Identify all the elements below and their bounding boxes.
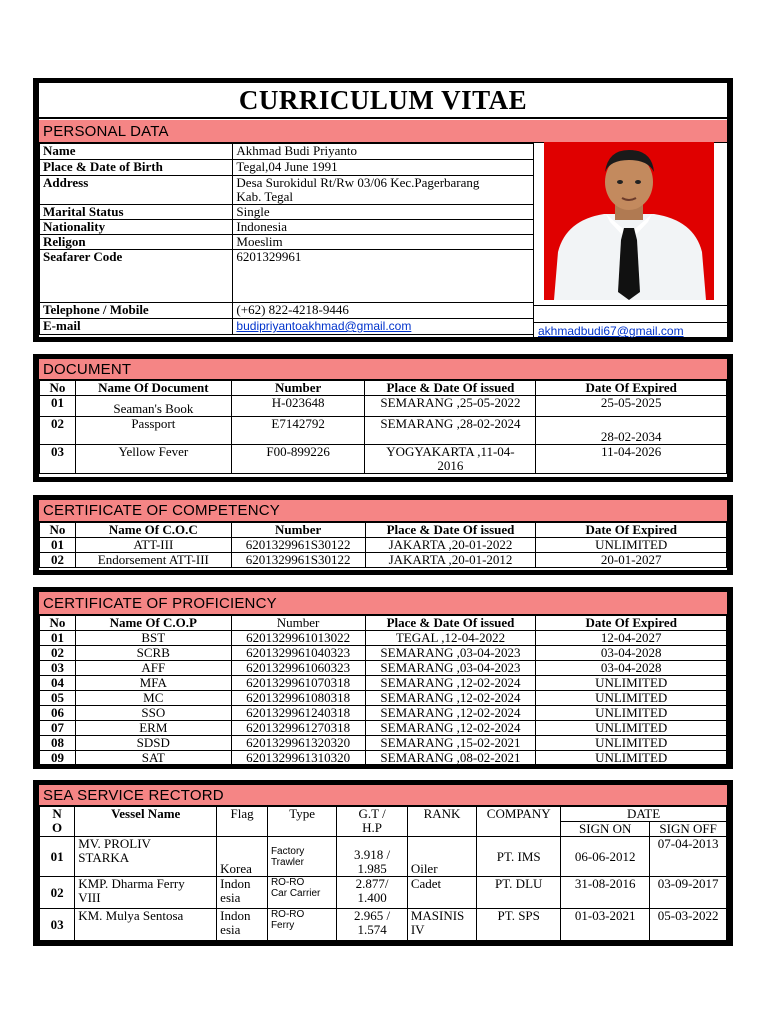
cell-name: SDSD [75,736,231,751]
col-header: Name Of C.O.C [75,523,231,538]
place-line-2: 2016 [437,458,464,473]
cell-vessel [75,837,217,877]
cop-table [39,615,727,766]
personal-data-header: PERSONAL DATA [39,120,727,143]
cell-place: SEMARANG ,15-02-2021 [365,736,536,751]
personal-row [40,220,534,235]
vessel-line-1: KM. Mulya Sentosa [78,908,184,923]
field-value [233,319,534,335]
cell-sign-off [650,909,727,941]
flag-line-1: Indon [220,876,251,891]
cell-name: ATT-III [75,538,231,553]
flag-line-1: Indon [220,908,251,923]
cell-place: SEMARANG ,12-02-2024 [365,721,536,736]
photo-side-row [533,306,727,323]
cell-name: AFF [75,661,231,676]
table-row [40,676,727,691]
cell-place: SEMARANG ,03-04-2023 [365,646,536,661]
company-text: PT. IMS [496,848,541,864]
cell-flag [217,909,268,941]
table-row [40,417,727,445]
cell-place: JAKARTA ,20-01-2012 [365,553,536,568]
cell-number: 6201329961070318 [231,676,365,691]
address-line-2: Kab. Tegal [236,189,294,204]
col-header: Date Of Expired [536,523,727,538]
cell-rank [407,877,476,909]
col-header-no-line1: N [52,806,62,821]
cell-no-text: 03 [50,916,64,932]
cell-no: 09 [40,751,76,766]
cell-expired: 20-01-2027 [536,553,727,568]
rank-line-2: Oiler [410,861,438,876]
coc-table [39,522,727,568]
cell-place: SEMARANG ,12-02-2024 [365,676,536,691]
cell-place: SEMARANG ,25-05-2022 [365,396,536,417]
cell-vessel [75,877,217,909]
page-title: CURRICULUM VITAE [39,83,727,119]
personal-row [40,176,534,205]
col-header: Number [231,381,365,396]
gt-line-1: 3.918 / [354,847,391,862]
col-header-sign-on: SIGN ON [561,822,650,837]
col-header-rank: RANK [407,807,476,837]
table-row [40,706,727,721]
cell-no: 02 [40,417,76,445]
email-secondary-cell [533,323,727,339]
company-text: PT. SPS [497,908,540,923]
field-value: Single [233,205,534,220]
cell-expired: UNLIMITED [536,691,727,706]
col-header-gt [337,807,407,837]
table-row [40,396,727,417]
type-line-2: Ferry [270,920,295,931]
profile-photo [544,142,714,300]
cell-name: Yellow Fever [75,445,231,474]
cell-place: JAKARTA ,20-01-2022 [365,538,536,553]
cell-no: 01 [40,396,76,417]
cell-name: MC [75,691,231,706]
col-header: Name Of Document [75,381,231,396]
cell-number: 6201329961060323 [231,661,365,676]
flag-line-2: Korea [220,861,252,876]
personal-row [40,144,534,160]
rank-line-1: Cadet [410,876,442,891]
cell-no: 03 [40,445,76,474]
table-header-row [40,523,727,538]
place-line-1: YOGYAKARTA ,11-04- [386,444,515,459]
cell-name: Endorsement ATT-III [75,553,231,568]
cell-no [40,837,75,877]
gt-line-2: 1.985 [357,861,387,876]
cell-expired: UNLIMITED [536,538,727,553]
table-row [40,538,727,553]
table-row [40,691,727,706]
cell-no: 07 [40,721,76,736]
field-label: Name [40,144,233,160]
cop-rows [40,631,727,766]
col-header: Name Of C.O.P [75,616,231,631]
cell-no: 02 [40,646,76,661]
cell-no: 01 [40,538,76,553]
cell-number: 6201329961270318 [231,721,365,736]
cell-number: 6201329961240318 [231,706,365,721]
cell-expired: UNLIMITED [536,706,727,721]
cell-expired: 25-05-2025 [536,396,727,417]
cell-no: 02 [40,553,76,568]
table-row [40,751,727,766]
cell-type [267,909,336,941]
cell-rank [407,909,476,941]
gt-line-1: 2.965 / [354,908,391,923]
cell-expired: 28-02-2034 [536,417,727,445]
cell-no: 01 [40,631,76,646]
col-header-company: COMPANY [477,807,561,837]
type-line-2: Trawler [270,856,304,868]
vessel-line-1: MV. PROLIV [78,836,151,851]
cell-no [40,909,75,941]
personal-row [40,235,534,250]
field-label: Seafarer Code [40,250,233,303]
gt-line-1: 2.877/ [355,876,389,891]
table-row [40,445,727,474]
col-header-type: Type [267,807,336,837]
cell-no: 03 [40,661,76,676]
cell-number: 6201329961S30122 [231,538,365,553]
personal-data-section [33,78,733,342]
col-header: No [40,381,76,396]
field-value [233,176,534,205]
rank-line-2: IV [410,922,425,937]
coc-header: CERTIFICATE OF COMPETENCY [39,500,727,522]
cell-name: SAT [75,751,231,766]
cell-number: 6201329961013022 [231,631,365,646]
field-value: 6201329961 [233,250,534,303]
cell-number: H-023648 [231,396,365,417]
table-row [40,661,727,676]
field-label: Marital Status [40,205,233,220]
cell-number: 6201329961320320 [231,736,365,751]
sea-service-frame [38,784,728,942]
cell-vessel [75,909,217,941]
table-row [40,631,727,646]
cell-place: TEGAL ,12-04-2022 [365,631,536,646]
col-header: No [40,616,76,631]
cell-type [267,877,336,909]
cop-section [33,587,733,769]
cell-sign-on [561,837,650,877]
cell-number: E7142792 [231,417,365,445]
cell-place: SEMARANG ,12-02-2024 [365,706,536,721]
company-text: PT. DLU [494,876,543,891]
cell-expired: 03-04-2028 [536,661,727,676]
sea-service-rows [40,837,727,941]
cell-place: SEMARANG ,12-02-2024 [365,691,536,706]
cop-header: CERTIFICATE OF PROFICIENCY [39,592,727,615]
table-header-row [40,381,727,396]
col-header-date: DATE [561,807,727,822]
field-label: Nationality [40,220,233,235]
field-label: Place & Date of Birth [40,160,233,176]
field-label: Religon [40,235,233,250]
vessel-line-1: KMP. Dharma Ferry [78,876,185,891]
cell-number: 6201329961S30122 [231,553,365,568]
cell-no-text: 01 [50,848,64,864]
sea-service-section [33,780,733,946]
address-line-1: Desa Surokidul Rt/Rw 03/06 Kec.Pagerbarang [236,175,480,190]
personal-data-frame [38,82,728,338]
cell-name: SCRB [75,646,231,661]
personal-row [40,319,534,335]
document-header: DOCUMENT [39,359,727,380]
cell-no-text: 02 [50,884,64,900]
cell-sign-on [561,877,650,909]
sign-off-text: 03-09-2017 [657,876,719,891]
document-frame [38,358,728,478]
sign-on-text: 06-06-2012 [574,848,636,864]
cop-frame [38,591,728,765]
table-row [40,553,727,568]
flag-line-2: esia [220,890,241,905]
cell-sign-off [650,877,727,909]
field-value: Akhmad Budi Priyanto [233,144,534,160]
cell-sign-on [561,909,650,941]
cell-rank [407,837,476,877]
cell-expired: UNLIMITED [536,721,727,736]
cell-place: SEMARANG ,03-04-2023 [365,661,536,676]
vessel-line-2: STARKA [78,850,130,865]
sign-off-text: 05-03-2022 [657,908,719,923]
col-header-no [40,807,75,837]
cell-number: 6201329961080318 [231,691,365,706]
email-link-secondary[interactable]: akhmadbudi67@gmail.com [538,324,684,338]
cell-type [267,837,336,877]
col-header: Place & Date Of issued [365,381,536,396]
cell-gt [337,909,407,941]
col-header-sign-off: SIGN OFF [650,822,727,837]
cell-name: BST [75,631,231,646]
type-line-1: RO-RO [270,877,305,888]
cell-flag [217,877,268,909]
cell-place [365,445,536,474]
cell-expired: UNLIMITED [536,736,727,751]
cell-gt [337,877,407,909]
cell-expired: UNLIMITED [536,751,727,766]
col-header: Number [231,523,365,538]
personal-row [40,303,534,319]
personal-row [40,160,534,176]
coc-section [33,495,733,575]
col-header-flag: Flag [217,807,268,837]
vessel-line-2: VIII [78,890,101,905]
table-row [40,909,727,941]
col-header: Place & Date Of issued [365,523,536,538]
cell-expired: 11-04-2026 [536,445,727,474]
col-header-vessel: Vessel Name [75,807,217,837]
table-row [40,721,727,736]
field-label: Telephone / Mobile [40,303,233,319]
profile-photo-image [544,142,714,300]
col-header: Number [231,616,365,631]
document-table [39,380,727,474]
cell-name: SSO [75,706,231,721]
sea-service-header: SEA SERVICE RECTORD [39,785,727,806]
sea-service-table [39,806,727,941]
col-header: Date Of Expired [536,381,727,396]
table-header-row [40,807,727,822]
field-value: (+62) 822-4218-9446 [233,303,534,319]
col-header-no-line2: O [52,820,63,835]
cell-no: 05 [40,691,76,706]
col-header-gt-line1: G.T / [358,806,386,821]
field-value: Tegal,04 June 1991 [233,160,534,176]
cell-company [477,877,561,909]
cell-expired: 12-04-2027 [536,631,727,646]
cell-no: 04 [40,676,76,691]
table-header-row [40,616,727,631]
field-label: Address [40,176,233,205]
table-row [40,736,727,751]
cell-sign-off [650,837,727,877]
type-line-1: Factory [270,845,305,857]
cell-number: 6201329961040323 [231,646,365,661]
table-row [40,877,727,909]
table-row [40,646,727,661]
cell-name: ERM [75,721,231,736]
personal-row [40,250,534,303]
cell-flag [217,837,268,877]
type-line-1: RO-RO [270,909,305,920]
col-header-gt-line2: H.P [362,820,383,835]
cell-no: 08 [40,736,76,751]
sign-on-text: 01-03-2021 [574,908,636,923]
cell-name: Passport [75,417,231,445]
cell-no [40,877,75,909]
cell-expired: 03-04-2028 [536,646,727,661]
cell-name: Seaman's Book [75,396,231,417]
table-row [40,837,727,877]
type-line-2: Car Carrier [270,888,321,899]
cell-number: 6201329961310320 [231,751,365,766]
coc-frame [38,499,728,571]
col-header: Place & Date Of issued [365,616,536,631]
document-section [33,354,733,482]
rank-line-1: MASINIS [410,908,465,923]
email-link-primary[interactable]: budipriyantoakhmad@gmail.com [236,319,412,333]
cell-gt [337,837,407,877]
col-header: Date Of Expired [536,616,727,631]
field-value: Moeslim [233,235,534,250]
cell-company [477,837,561,877]
sign-off-text: 07-04-2013 [657,836,719,851]
field-label: E-mail [40,319,233,335]
cell-company [477,909,561,941]
cell-place: SEMARANG ,28-02-2024 [365,417,536,445]
cell-no: 06 [40,706,76,721]
personal-data-table [39,143,534,335]
cell-name: MFA [75,676,231,691]
cell-number: F00-899226 [231,445,365,474]
gt-line-2: 1.574 [357,922,387,937]
cell-expired: UNLIMITED [536,676,727,691]
cell-place: SEMARANG ,08-02-2021 [365,751,536,766]
flag-line-2: esia [220,922,241,937]
gt-line-2: 1.400 [357,890,387,905]
col-header: No [40,523,76,538]
field-value: Indonesia [233,220,534,235]
personal-row [40,205,534,220]
sign-on-text: 31-08-2016 [574,876,636,891]
